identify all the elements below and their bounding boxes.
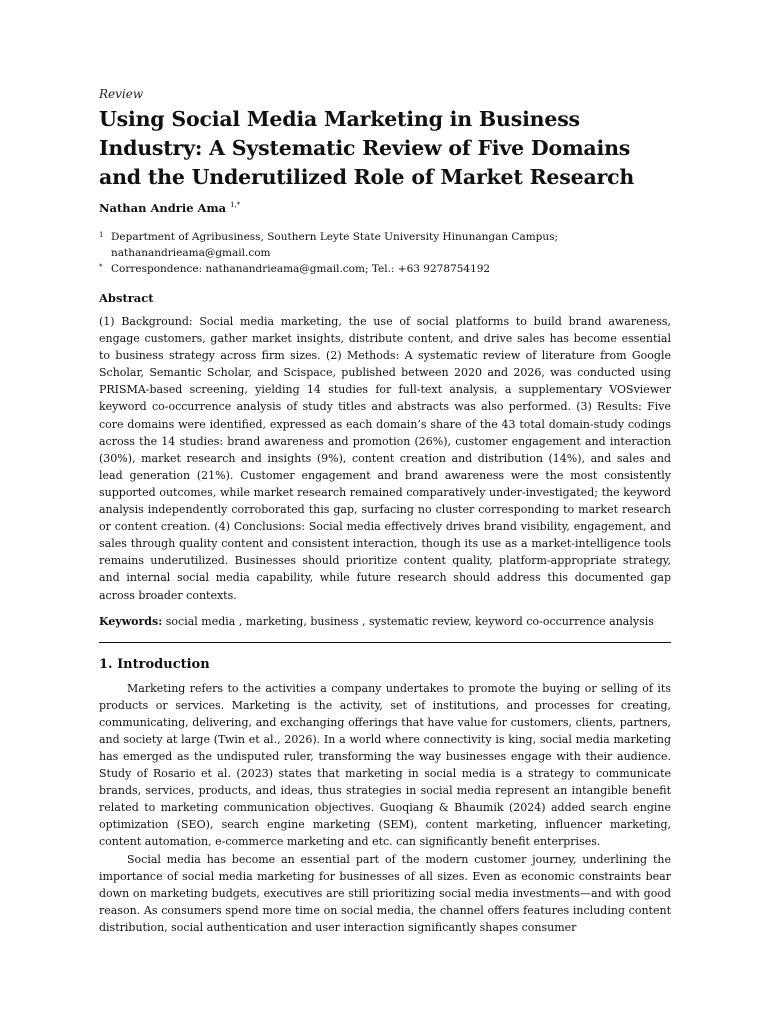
correspondence-text: Correspondence: nathanandrieama@gmail.com; Tel.: +63 9278754192 — [111, 263, 491, 275]
paper-title: Using Social Media Marketing in Business Industry: A Systematic Review of Five Domains and the Underutilized Role of Market Research — [99, 107, 635, 189]
keywords-label: Keywords: — [99, 614, 163, 628]
author-marks: 1,* — [230, 201, 241, 210]
author-name: Nathan Andrie Ama — [99, 201, 227, 215]
affiliation-text: Department of Agribusiness, Southern Leyte State University Hinunangan Campus; nathanandrieama@gmail.com — [111, 231, 559, 259]
introduction-paragraph-1: Marketing refers to the activities a company undertakes to promote the buying or selling of its products or services. Marketing is the activity, set of institutions, and processes for creating, communicating, delivering, and exchanging offerings that have value for customers, clients, partners, and society at large (Twin et al., 2026). In a world where connectivity is king, social media marketing has emerged as the undisputed ruler, transforming the way businesses engage with their audience. Study of Rosario et al. (2023) states that marketing in social media is a strategy to communicate brands, services, products, and ideas, thus strategies in social media represent an intangible benefit related to marketing communication objectives. Guoqiang & Bhaumik (2024) added search engine optimization (SEO), search engine marketing (SEM), content marketing, influencer marketing, content automation, e-commerce marketing and etc. can significantly benefit enterprises. — [99, 681, 671, 849]
keywords-text: social media , marketing, business , systematic review, keyword co-occurrence analysis — [165, 614, 654, 628]
paper-page — [99, 87, 671, 936]
affiliation-mark: * — [99, 263, 103, 271]
keywords-line — [99, 615, 671, 628]
abstract-text: (1) Background: Social media marketing, the use of social platforms to build brand awareness, engage customers, gather market insights, distribute content, and drive sales has become essential to business strategy across firm sizes. (2) Methods: A systematic review of literature from Google Scholar, Semantic Scholar, and Scispace, published between 2020 and 2026, was conducted using PRISMA-based screening, yielding 14 studies for full-text analysis, a supplementary VOSviewer keyword co-occurrence analysis of study titles and abstracts was also performed. (3) Results: Five core domains were identified, expressed as each domain’s share of the 43 total domain-study codings across the 14 studies: brand awareness and promotion (26%), customer engagement and interaction (30%), market research and insights (9%), content creation and distribution (14%), and sales and lead generation (21%). Customer engagement and brand awareness were the most consistently supported outcomes, while market research remained comparatively under-investigated; the keyword analysis independently corroborated this gap, surfacing no cluster corresponding to market research or content creation. (4) Conclusions: Social media effectively drives brand visibility, engagement, and sales through quality content and consistent interaction, though its use as a market-intelligence tools remains underutilized. Businesses should prioritize content quality, platform-appropriate strategy, and internal social media capability, while future research should address this documented gap across broader contexts. — [99, 315, 671, 602]
affiliation-mark: 1 — [99, 231, 104, 239]
author-line — [99, 201, 671, 215]
introduction-paragraph-2: Social media has become an essential part of the modern customer journey, underlining the importance of social media marketing for businesses of all sizes. Even as economic constraints bear down on marketing budgets, executives are still prioritizing social media investments—and with good reason. As consumers spend more time on social media, the channel offers features including content distribution, social authentication and user interaction significantly shapes consumer — [99, 852, 671, 934]
affiliation-item — [99, 261, 671, 277]
section-divider — [99, 642, 671, 643]
introduction-heading: 1. Introduction — [99, 656, 210, 672]
affiliations — [99, 229, 671, 277]
article-type-label: Review — [99, 87, 144, 101]
affiliation-item — [99, 229, 671, 261]
abstract-heading: Abstract — [99, 291, 154, 305]
